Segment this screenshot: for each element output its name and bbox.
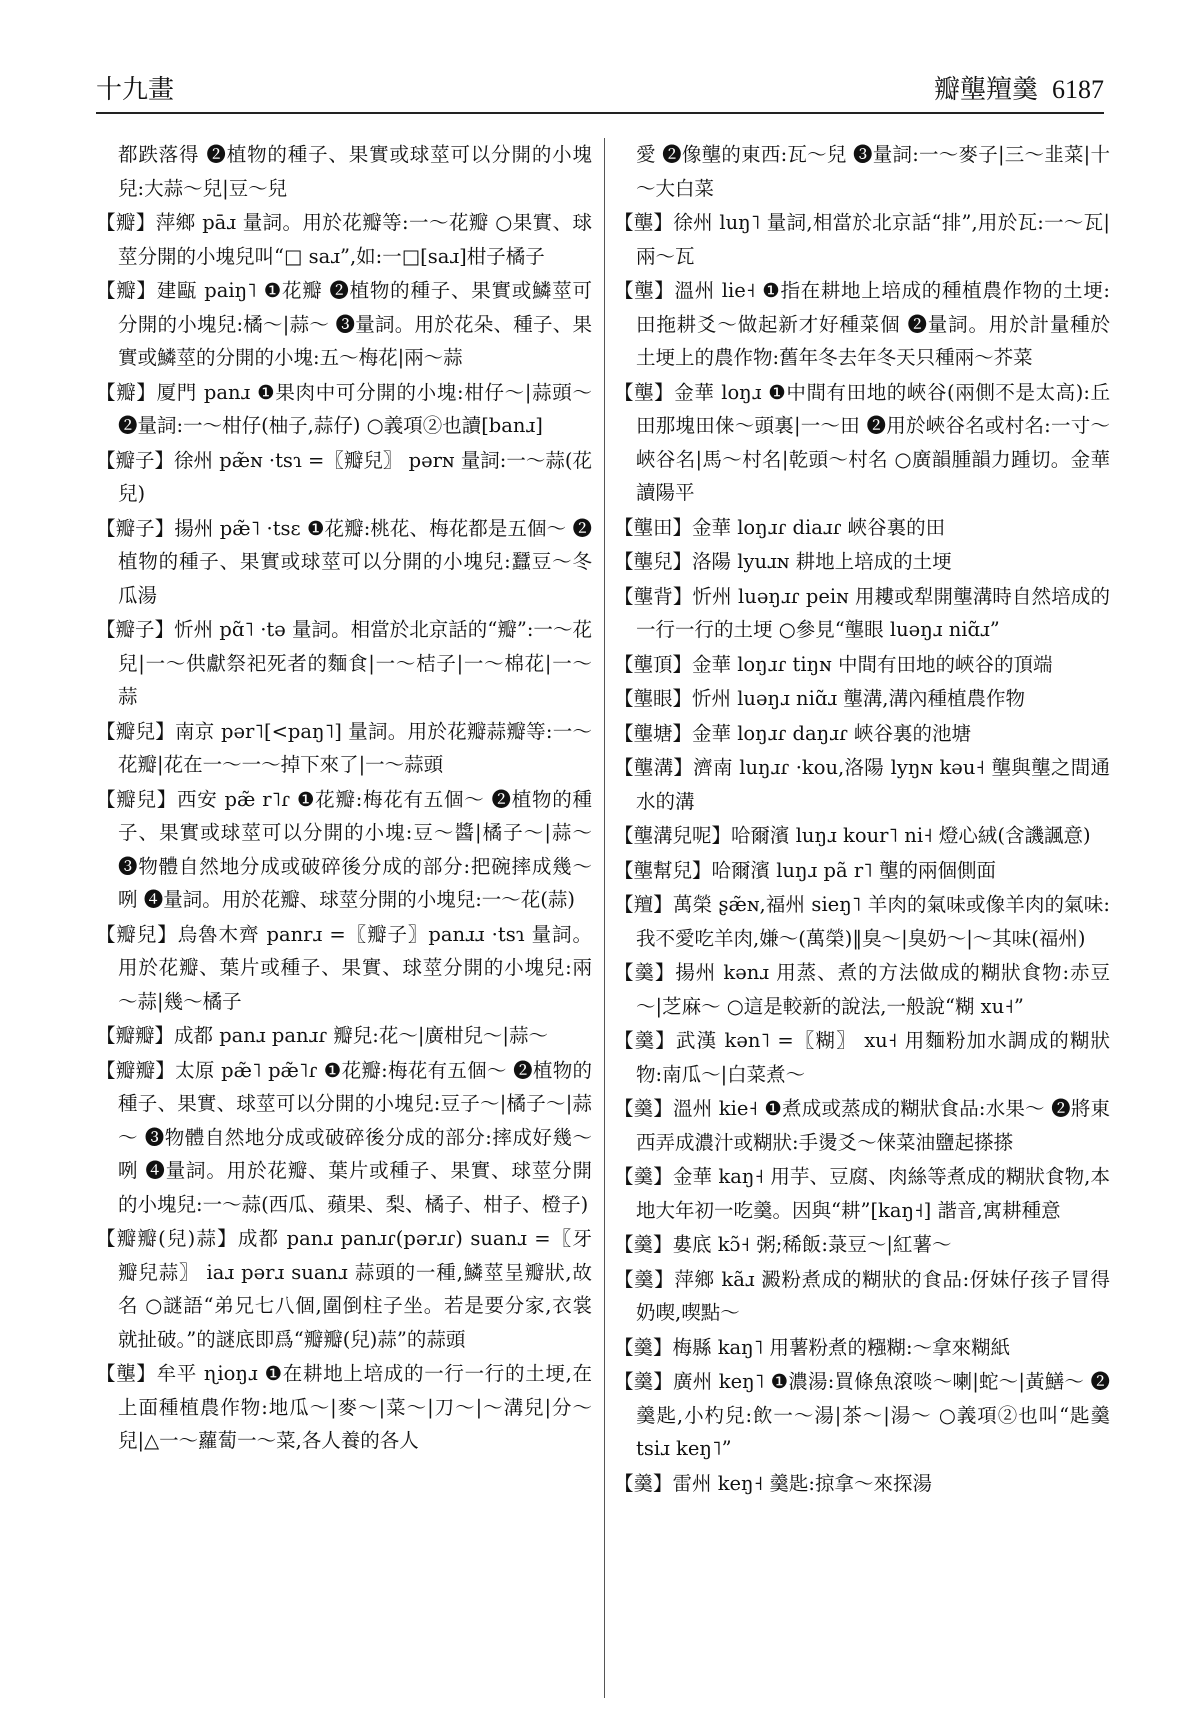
- dictionary-entry: 【瓣兒】西安 pæ̃ r˥ɾ ❶花瓣:梅花有五個～ ❷植物的種子、果實或球莖可以分開的小塊:豆～醬|橘子～|蒜～ ❸物體自然地分成或破碎後分成的部分:把碗摔成幾～咧 ❹量詞。用於花瓣、球莖分開的小塊兒:一～花(蒜): [96, 787, 592, 911]
- dictionary-entry: 【壟】金華 loŋɹ ❶中間有田地的峽谷(兩側不是太高):丘田那塊田俫～頭裏|一～田 ❷用於峽谷名或村名:一寸～峽谷名|馬～村名|乾頭～村名 ○廣韻腫韻力踵切。金華讀陽平: [614, 380, 1110, 504]
- right-column: [614, 138, 1110, 1698]
- dictionary-entry: 【羹】溫州 kie˧ ❶煮成或蒸成的糊狀食品:水果～ ❷將東西弄成濃汁或糊狀:手燙爻～俫菜油鹽起搽搽: [614, 1097, 1110, 1154]
- dictionary-entry: 【瓣子】徐州 pæ̃ɴ ·tsɿ =〖瓣兒〗 pərɴ 量詞:一～蒜(花兒): [96, 448, 592, 505]
- column-divider: [604, 138, 605, 1698]
- dictionary-entry: 【羹】雷州 keŋ˧ 羹匙:掠拿～來探湯: [614, 1471, 932, 1495]
- dictionary-entry: 【瓣】厦門 panɹ ❶果肉中可分開的小塊:柑仔～|蒜頭～ ❷量詞:一～柑仔(柚子,蒜仔) ○義項②也讀[banɹ]: [96, 380, 592, 437]
- dictionary-entry: 【瓣】建甌 paiŋ˥ ❶花瓣 ❷植物的種子、果實或鱗莖可分開的小塊兒:橘～|蒜～ ❸量詞。用於花朵、種子、果實或鱗莖的分開的小塊:五～梅花|兩～蒜: [96, 279, 592, 369]
- running-head: [934, 69, 1104, 106]
- dictionary-entry: 【羹】梅縣 kaŋ˥ 用薯粉煮的糨糊:～拿來糊紙: [614, 1335, 1011, 1359]
- dictionary-entry: 【羹】婁底 kɔ̃˧ 粥;稀飯:菉豆～|紅薯～: [614, 1233, 952, 1256]
- dictionary-entry: 【壟】溫州 lie˧ ❶指在耕地上培成的種植農作物的土埂:田拖耕爻～做起新才好種菜個 ❷量詞。用於計量種於土埂上的農作物:舊年冬去年冬天只種兩～芥菜: [614, 279, 1110, 369]
- running-head-chars: 瓣壟羶羹: [933, 75, 1038, 105]
- dictionary-entry: 【壟田】金華 loŋɹɾ diaɹɾ 峽谷裏的田: [614, 515, 946, 539]
- dictionary-entry: 【羹】武漢 kən˥ =〖糊〗 xu˧ 用麵粉加水調成的糊狀物:南瓜～|白菜煮～: [614, 1029, 1110, 1086]
- dictionary-entry: 【壟】牟平 ɳioŋɹ ❶在耕地上培成的一行一行的土埂,在上面種植農作物:地瓜～|麥～|菜～|刀～|～溝兒|分～兒|△一～蘿蔔一～菜,各人養的各人: [96, 1362, 592, 1452]
- page-number: 6187: [1052, 75, 1104, 104]
- dictionary-entry: 【瓣瓣】太原 pæ̃˥ pæ̃˥ɾ ❶花瓣:梅花有五個～ ❷植物的種子、果實、球莖可以分開的小塊兒:豆子～|橘子～|蒜～ ❸物體自然地分成或破碎後分成的部分:摔成好幾～咧 ❹量詞。用於花瓣、葉片或種子、果實、球莖分開的小塊兒:一～蒜(西瓜、蘋果、梨、橘子、柑子、橙子): [96, 1058, 592, 1216]
- dictionary-entry: 都跌落得 ❷植物的種子、果實或球莖可以分開的小塊兒:大蒜～兒|豆～兒: [118, 143, 592, 200]
- dictionary-entry: 【羹】廣州 keŋ˥ ❶濃湯:買條魚滾啖～喇|蛇～|黃鱔～ ❷羹匙,小杓兒:飲一～湯|茶～|湯～ ○義項②也叫“匙羹 tsiɹ keŋ˥”: [614, 1370, 1110, 1460]
- dictionary-entry: 【瓣兒】烏魯木齊 panrɹ =〖瓣子〗panɹɹ ·tsɿ 量詞。用於花瓣、葉片或種子、果實、球莖分開的小塊兒:兩～蒜|幾～橘子: [96, 922, 592, 1013]
- dictionary-entry: 【瓣兒】南京 pər˥[<paŋ˥] 量詞。用於花瓣蒜瓣等:一～花瓣|花在一～一～掉下來了|一～蒜頭: [96, 719, 592, 776]
- dictionary-entry: 【瓣子】忻州 pɑ̃˥ ·tə 量詞。相當於北京話的“瓣”:一～花兒|一～供獻祭祀死者的麵食|一～桔子|一～棉花|一～蒜: [96, 618, 592, 708]
- section-title: 十九畫: [96, 75, 175, 105]
- dictionary-entry: 【壟頂】金華 loŋɹɾ tiŋɴ 中間有田地的峽谷的頂端: [614, 652, 1053, 676]
- left-column: [96, 138, 592, 1698]
- dictionary-entry: 【壟塘】金華 loŋɹɾ daŋɹɾ 峽谷裏的池塘: [614, 721, 971, 745]
- dictionary-entry: 【壟溝兒呢】哈爾濱 luŋɹ kour˥ ni˧ 燈心絨(含譏諷意): [614, 824, 1091, 847]
- dictionary-entry: 【壟】徐州 luŋ˥ 量詞,相當於北京話“排”,用於瓦:一～瓦|兩～瓦: [614, 211, 1110, 268]
- dictionary-entry: 【羹】萍鄉 kãɹ 澱粉煮成的糊狀的食品:伢妹仔孩子冒得奶喫,喫點～: [614, 1267, 1110, 1324]
- dictionary-entry: 【壟背】忻州 luəŋɹɾ peiɴ 用耬或犁開壟溝時自然培成的一行一行的土埂 ○參見“壟眼 luəŋɹ niɑ̃ɹ”: [614, 584, 1110, 641]
- dictionary-entry: 【羹】金華 kaŋ˧ 用芋、豆腐、肉絲等煮成的糊狀食物,本地大年初一吃羹。因與“耕”[kaŋ˧] 諧音,寓耕種意: [614, 1165, 1110, 1222]
- page-header: [96, 72, 1104, 114]
- dictionary-entry: 【壟溝】濟南 luŋɹɾ ·kou,洛陽 lyŋɴ kəu˧ 壟與壟之間通水的溝: [614, 756, 1110, 813]
- dictionary-entry: 【壟眼】忻州 luəŋɹ niɑ̃ɹ 壟溝,溝內種植農作物: [614, 687, 1026, 710]
- dictionary-entry: 【羹】揚州 kənɹ 用蒸、煮的方法做成的糊狀食物:赤豆～|芝麻～ ○這是較新的說法,一般說“糊 xu˧”: [614, 961, 1110, 1018]
- dictionary-entry: 【羶】萬榮 ʂæ̃ɴ,福州 sieŋ˥ 羊肉的氣味或像羊肉的氣味:我不愛吃羊肉,嫌～(萬榮)‖臭～|臭奶～|～其味(福州): [614, 893, 1110, 950]
- dictionary-entry: 愛 ❷像壟的東西:瓦～兒 ❸量詞:一～麥子|三～韭菜|十～大白菜: [636, 143, 1110, 200]
- dictionary-entry: 【瓣瓣】成都 panɹ panɹɾ 瓣兒:花～|廣柑兒～|蒜～: [96, 1024, 549, 1047]
- dictionary-entry: 【瓣瓣(兒)蒜】成都 panɹ panɹɾ(pərɹɾ) suanɹ =〖牙瓣兒蒜〗 iaɹ pərɹ suanɹ 蒜頭的一種,鱗莖呈瓣狀,故名 ○謎語“弟兄七八個,圍倒柱子坐。若是要分家,衣裳就扯破。”的謎底即爲“瓣瓣(兒)蒜”的蒜頭: [96, 1227, 592, 1351]
- dictionary-entry: 【瓣子】揚州 pæ̃˥ ·tsɛ ❶花瓣:桃花、梅花都是五個～ ❷植物的種子、果實或球莖可以分開的小塊兒:蠶豆～冬瓜湯: [96, 516, 592, 607]
- dictionary-entry: 【壟幫兒】哈爾濱 luŋɹ pã r˥ 壟的兩個側面: [614, 858, 996, 882]
- dictionary-entry: 【瓣】萍鄉 pāɹ 量詞。用於花瓣等:一～花瓣 ○果實、球莖分開的小塊兒叫“□ saɹ”,如:一□[saɹ]柑子橘子: [96, 211, 592, 268]
- dictionary-entry: 【壟兒】洛陽 lyuɹɴ 耕地上培成的土埂: [614, 550, 952, 573]
